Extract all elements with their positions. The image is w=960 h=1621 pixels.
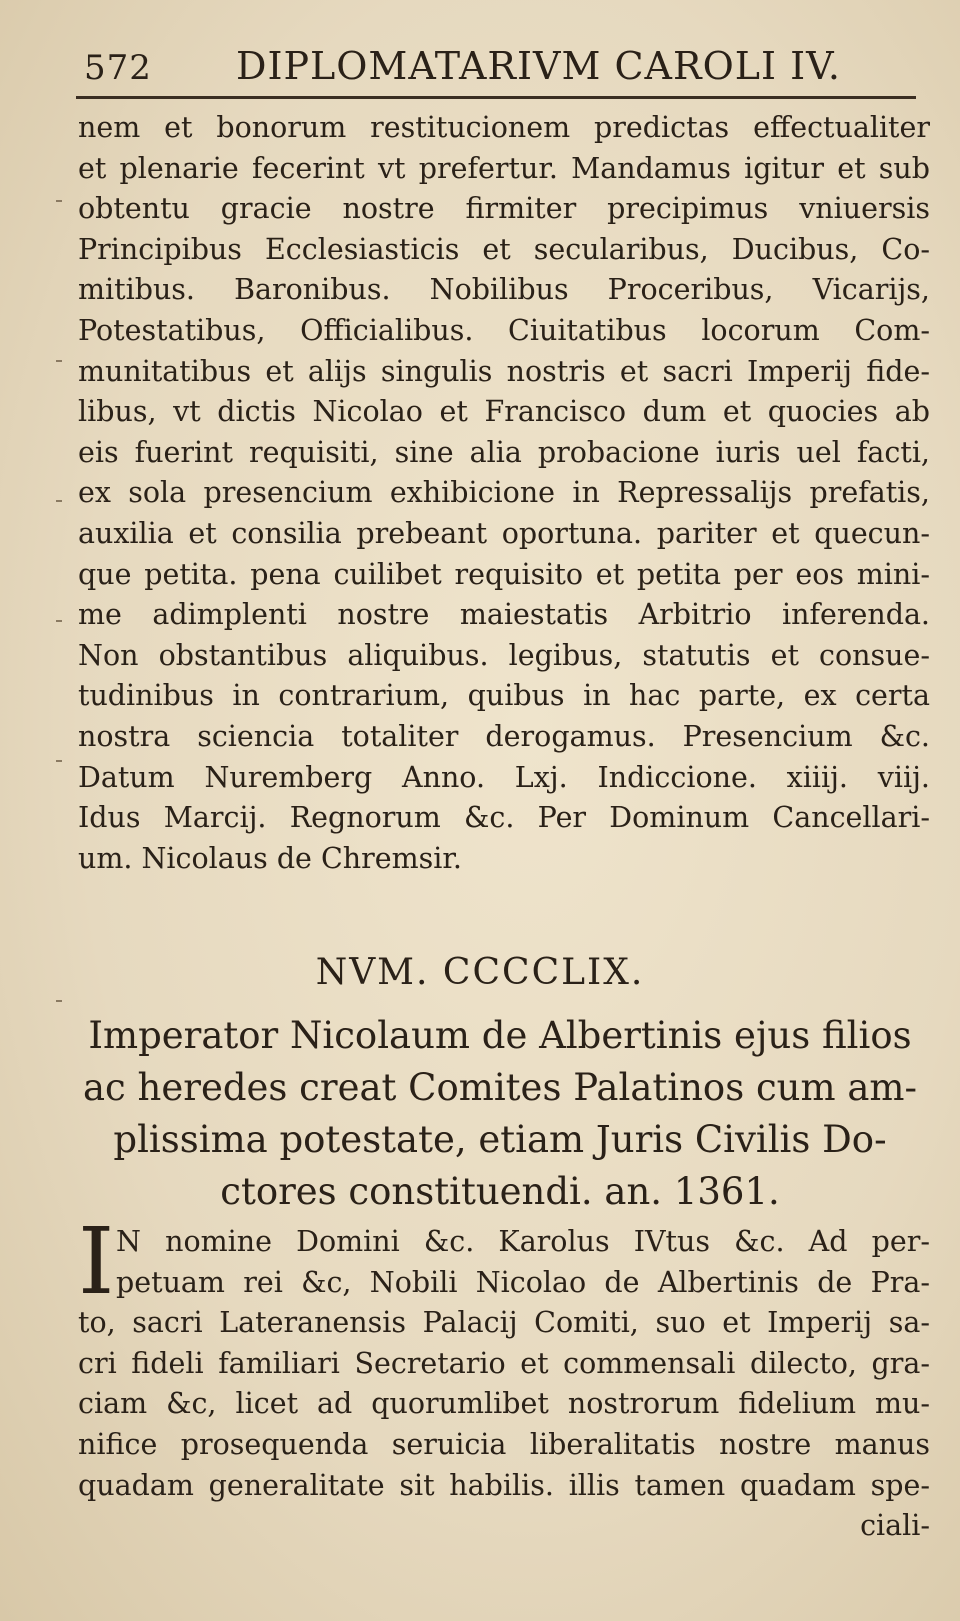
summary-line: Imperator Nicolaum de Albertinis ejus filios xyxy=(88,1014,912,1057)
body-line: libus, vt dictis Nicolao et Francisco dum et quocies ab xyxy=(78,395,930,429)
body-line: Potestatibus, Officialibus. Ciuitatibus locorum Com- xyxy=(78,313,930,347)
drop-cap: I xyxy=(78,1208,115,1315)
charter-line: ciali- xyxy=(860,1509,930,1543)
margin-marks xyxy=(56,200,66,1500)
body-line: Non obstantibus aliquibus. legibus, statutis et consue- xyxy=(78,638,930,672)
charter-text xyxy=(78,1208,930,1547)
charter-line: cri fideli familiari Secretario et commensali dilecto, gra- xyxy=(78,1346,930,1380)
document-summary xyxy=(60,1010,940,1218)
body-line: Principibus Ecclesiasticis et secularibus, Ducibus, Co- xyxy=(78,232,930,266)
charter-line: to, sacri Lateranensis Palacij Comiti, suo et Imperij sa- xyxy=(78,1306,930,1340)
charter-line: quadam generalitate sit habilis. illis tamen quadam spe- xyxy=(78,1468,930,1502)
charter-line: N nomine Domini &c. Karolus IVtus &c. Ad per- xyxy=(116,1225,930,1258)
body-line: me adimplenti nostre maiestatis Arbitrio inferenda. xyxy=(78,598,930,632)
charter-line: petuam rei &c, Nobili Nicolao de Albertinis de Pra- xyxy=(116,1265,930,1299)
body-line: tudinibus in contrarium, quibus in hac parte, ex certa xyxy=(78,679,930,713)
body-text xyxy=(78,108,930,879)
body-line: mitibus. Baronibus. Nobilibus Proceribus, Vicarijs, xyxy=(78,273,930,307)
body-line: nostra sciencia totaliter derogamus. Presencium &c. xyxy=(78,719,930,753)
summary-line: ac heredes creat Comites Palatinos cum am- xyxy=(83,1066,917,1109)
page-number: 572 xyxy=(84,48,152,88)
body-line: munitatibus et alijs singulis nostris et sacri Imperij fide- xyxy=(78,354,930,388)
body-line: et plenarie fecerint vt prefertur. Mandamus igitur et sub xyxy=(78,151,930,185)
header-rule xyxy=(76,96,916,99)
body-line: eis fuerint requisiti, sine alia probacione iuris uel facti, xyxy=(78,435,930,469)
body-line: nem et bonorum restitucionem predictas effectualiter xyxy=(78,111,930,144)
body-line: auxilia et consilia prebeant oportuna. pariter et quecun- xyxy=(78,516,930,550)
body-line: Idus Marcij. Regnorum &c. Per Dominum Cancellari- xyxy=(78,801,930,835)
body-line: que petita. pena cuilibet requisito et petita per eos mini- xyxy=(78,557,930,591)
charter-line: ciam &c, licet ad quorumlibet nostrorum fidelium mu- xyxy=(78,1387,930,1421)
section-number: NVM. CCCCLIX. xyxy=(315,952,645,993)
body-line: obtentu gracie nostre firmiter precipimus vniuersis xyxy=(78,192,930,226)
running-title: DIPLOMATARIVM CAROLI IV. xyxy=(236,44,841,88)
body-line: um. Nicolaus de Chremsir. xyxy=(78,841,462,875)
charter-line: nifice prosequenda seruicia liberalitatis nostre manus xyxy=(78,1427,930,1461)
page-header xyxy=(76,40,916,100)
body-line: ex sola presencium exhibicione in Repressalijs prefatis, xyxy=(78,476,930,510)
summary-line: ctores constituendi. an. 1361. xyxy=(220,1170,780,1213)
body-line: Datum Nuremberg Anno. Lxj. Indiccione. xiiij. viij. xyxy=(78,760,930,794)
summary-line: plissima potestate, etiam Juris Civilis Do- xyxy=(113,1118,887,1161)
